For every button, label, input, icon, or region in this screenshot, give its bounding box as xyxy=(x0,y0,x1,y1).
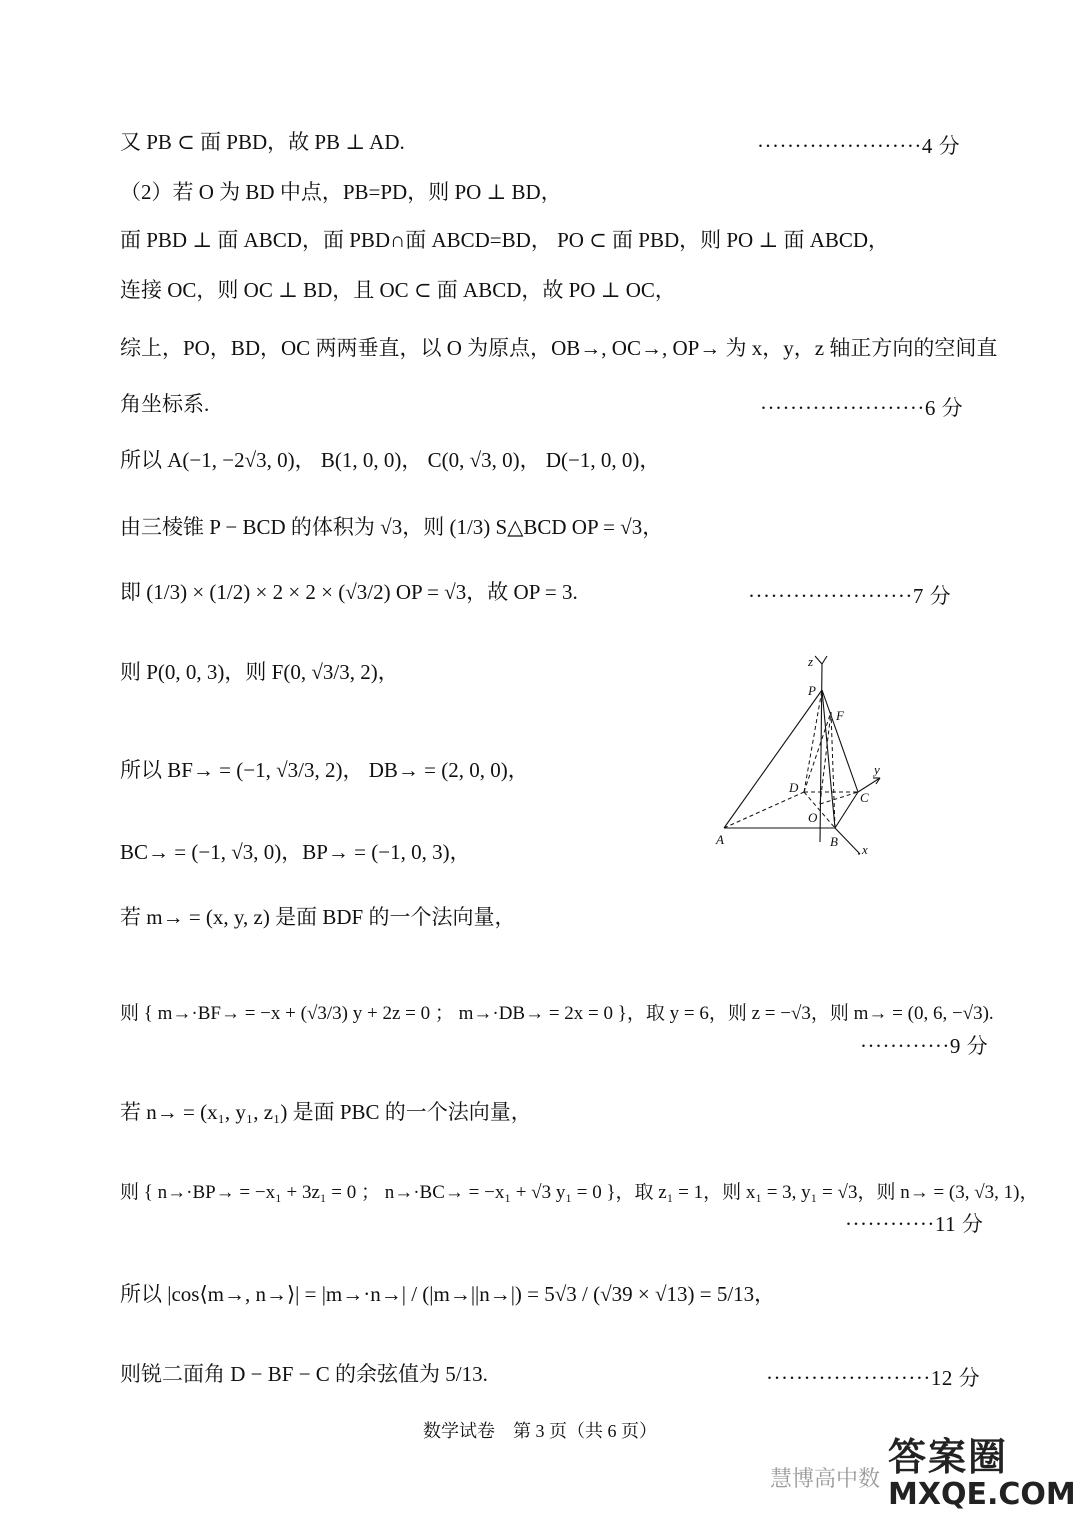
normal-n-system: 则 { n→·BP→ = −x₁ + 3z₁ = 0 ； n→·BC→ = −x₁ + √3 y₁ = 0 }，取 z₁ = 1，则 x₁ = 3, y₁ = √3，则 n→ = (3, √3, 1)， xyxy=(120,1182,1039,1203)
label-d: D xyxy=(789,780,799,795)
score-9: ············9 分 xyxy=(860,1034,989,1058)
label-f: F xyxy=(836,708,844,723)
normal-n-intro: 若 n→ = (x₁, y₁, z₁) 是面 PBC 的一个法向量， xyxy=(120,1100,532,1124)
label-b: B xyxy=(830,834,838,849)
label-o: O xyxy=(808,810,818,825)
solution-line-5: 综上，PO，BD，OC 两两垂直，以 O 为原点，OB→, OC→, OP→ 为 x，y，z 轴正方向的空间直 xyxy=(120,336,998,360)
page-footer: 数学试卷 第 3 页（共 6 页） xyxy=(423,1421,657,1441)
vector-bc-bp-line: BC→ = (−1, √3, 0)，BP→ = (−1, 0, 3)， xyxy=(120,840,471,864)
conclusion-line: 则锐二面角 D − BF − C 的余弦值为 5/13. xyxy=(120,1362,488,1386)
normal-m-system: 则 { m→·BF→ = −x + (√3/3) y + 2z = 0 ； m→·DB→ = 2x = 0 }，取 y = 6，则 z = −√3，则 m→ = (0, 6, −√3). xyxy=(120,1003,994,1024)
vector-bf-db-line: 所以 BF→ = (−1, √3/3, 2)， DB→ = (2, 0, 0)， xyxy=(120,758,529,782)
watermark-logo: 答案圈 MXQE.COM xyxy=(888,1435,1076,1512)
label-x: x xyxy=(862,842,868,857)
label-a: A xyxy=(716,832,724,847)
pyramid-figure xyxy=(700,652,890,857)
solution-line-6: 角坐标系. xyxy=(120,392,210,416)
coordinates-line: 所以 A(−1, −2√3, 0)， B(1, 0, 0)， C(0, √3, 0)， D(−1, 0, 0)， xyxy=(120,448,661,472)
points-pf-line: 则 P(0, 0, 3)，则 F(0, √3/3, 2)， xyxy=(120,660,399,684)
op-line: 即 (1/3) × (1/2) × 2 × 2 × (√3/2) OP = √3，故 OP = 3. xyxy=(120,580,578,604)
score-6: ······················6 分 xyxy=(760,396,964,420)
solution-line-4: 连接 OC，则 OC ⊥ BD，且 OC ⊂ 面 ABCD，故 PO ⊥ OC， xyxy=(120,278,676,302)
label-y: y xyxy=(874,762,880,777)
normal-m-intro: 若 m→ = (x, y, z) 是面 BDF 的一个法向量， xyxy=(120,905,516,929)
score-12: ······················12 分 xyxy=(766,1366,981,1390)
score-4: ······················4 分 xyxy=(757,134,961,158)
cosine-line: 所以 |cos⟨m→, n→⟩| = |m→·n→| / (|m→||n→|) = 5√3 / (√39 × √13) = 5/13， xyxy=(120,1282,776,1306)
label-c: C xyxy=(860,790,869,805)
solution-line-3: 面 PBD ⊥ 面 ABCD，面 PBD∩面 ABCD=BD， PO ⊂ 面 PBD，则 PO ⊥ 面 ABCD， xyxy=(120,228,890,252)
volume-line: 由三棱锥 P − BCD 的体积为 √3，则 (1/3) S△BCD OP = √3， xyxy=(120,515,664,539)
label-z: z xyxy=(808,654,814,669)
solution-line-2: （2）若 O 为 BD 中点，PB=PD，则 PO ⊥ BD， xyxy=(120,180,562,204)
score-7: ······················7 分 xyxy=(748,584,952,608)
watermark-text: 慧博高中数 xyxy=(770,1467,881,1492)
score-11: ············11 分 xyxy=(845,1212,984,1236)
label-p: P xyxy=(808,683,816,698)
solution-line-1: 又 PB ⊂ 面 PBD，故 PB ⊥ AD. xyxy=(120,130,405,154)
